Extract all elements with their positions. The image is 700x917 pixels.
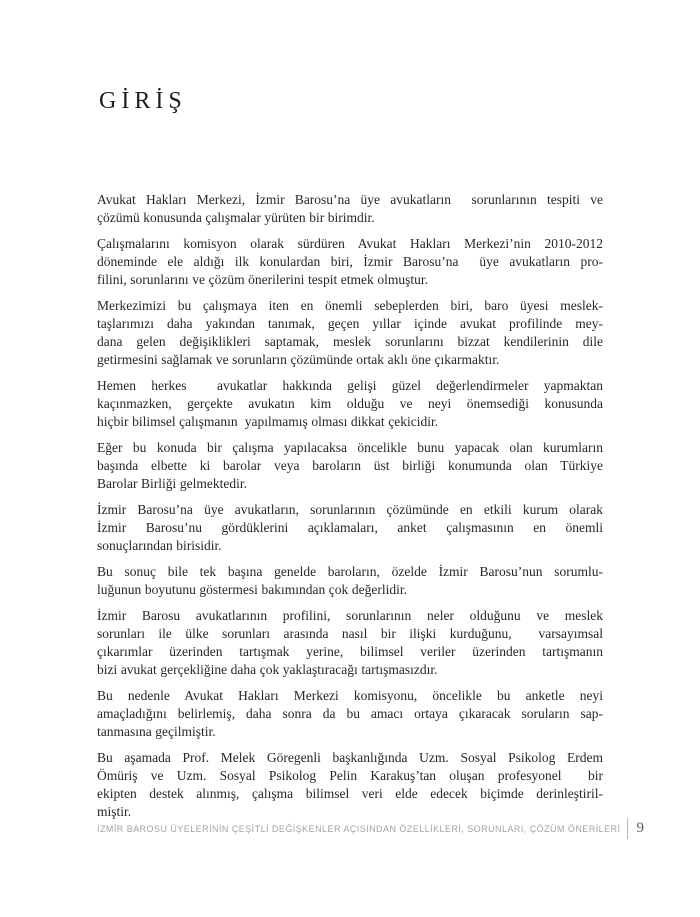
paragraph <box>97 501 603 555</box>
text-line: İzmir Barosu’na üye avukatların, sorunlarının çözümünde en etkili kurum olarak <box>97 502 603 517</box>
paragraph <box>97 439 603 493</box>
text-line: döneminde ele aldığı ilk konulardan biri, İzmir Barosu’na üye avukatların pro- <box>97 254 603 269</box>
text-line: taşlarımızı daha yakından tanımak, geçen yıllar içinde avukat profilinde mey- <box>97 316 603 331</box>
page-title: GİRİŞ <box>99 88 187 114</box>
text-line: kaçınmazken, gerçekte avukatın kim olduğu ve neyi önemsediği konusunda <box>97 396 603 411</box>
page-number: 9 <box>636 820 644 836</box>
paragraph <box>97 607 603 679</box>
footer-divider-line <box>627 818 628 839</box>
page-footer <box>97 818 644 839</box>
text-line: Merkezimizi bu çalışmaya iten en önemli sebeplerden biri, baro üyesi meslek- <box>97 298 603 313</box>
paragraph <box>97 235 603 289</box>
body-text <box>97 191 603 829</box>
text-line: ekipten destek alınmış, çalışma bilimsel veri elde edecek biçimde derinleştiril- <box>97 786 603 801</box>
text-line: tanmasına geçilmiştir. <box>97 724 216 739</box>
text-line: Avukat Hakları Merkezi, İzmir Barosu’na üye avukatların sorunlarının tespiti ve <box>97 192 603 207</box>
text-line: Hemen herkes avukatlar hakkında gelişi güzel değerlendirmeler yapmaktan <box>97 378 603 393</box>
paragraph <box>97 687 603 741</box>
text-line: luğunun boyutunu göstermesi bakımından çok değerlidir. <box>97 582 407 597</box>
text-line: hiçbir bilimsel çalışmanın yapılmamış olması dikkat çekicidir. <box>97 414 439 429</box>
text-line: çıkarımlar üzerinden tartışmak yerine, bilimsel veriler üzerinden tartışmanın <box>97 644 603 659</box>
paragraph <box>97 297 603 369</box>
text-line: başında elbette ki barolar veya baroların üst birliği konumunda olan Türkiye <box>97 458 603 473</box>
text-line: miştir. <box>97 804 132 819</box>
text-line: sorunları ile ülke sorunları arasında nasıl bir ilişki kurduğunu, varsayımsal <box>97 626 603 641</box>
text-line: Bu aşamada Prof. Melek Göregenli başkanlığında Uzm. Sosyal Psikolog Erdem <box>97 750 603 765</box>
text-line: İzmir Barosu’nu gördüklerini açıklamaları, anket çalışmasının en önemli <box>97 520 603 535</box>
paragraph <box>97 563 603 599</box>
running-footer-text: İZMİR BAROSU ÜYELERİNİN ÇEŞİTLİ DEĞİŞKENLER AÇISINDAN ÖZELLİKLERİ, SORUNLARI, ÇÖZÜM ÖNERİLERİ <box>97 823 621 834</box>
text-line: İzmir Barosu avukatlarının profilini, sorunlarının neler olduğunu ve meslek <box>97 608 603 623</box>
text-line: filini, sorunlarını ve çözüm önerilerini tespit etmek olmuştur. <box>97 272 428 287</box>
text-line: getirmesini sağlamak ve sorunların çözümünde ortak aklı öne çıkarmaktır. <box>97 352 500 367</box>
text-line: çözümü konusunda çalışmalar yürüten bir birimdir. <box>97 210 375 225</box>
text-line: amaçladığını belirlemiş, daha sonra da bu amacı ortaya çıkaracak soruların sap- <box>97 706 603 721</box>
text-line: Bu sonuç bile tek başına genelde baroların, özelde İzmir Barosu’nun sorumlu- <box>97 564 603 579</box>
text-line: bizi avukat gerçekliğine daha çok yaklaştıracağı tartışmasızdır. <box>97 662 438 677</box>
text-line: Eğer bu konuda bir çalışma yapılacaksa öncelikle bunu yapacak olan kurumların <box>97 440 603 455</box>
text-line: Ömüriş ve Uzm. Sosyal Psikolog Pelin Karakuş’tan oluşan profesyonel bir <box>97 768 603 783</box>
text-line: Barolar Birliği gelmektedir. <box>97 476 247 491</box>
paragraph <box>97 749 603 821</box>
text-line: Çalışmalarını komisyon olarak sürdüren Avukat Hakları Merkezi’nin 2010-2012 <box>97 236 603 251</box>
paragraph <box>97 191 603 227</box>
text-line: dana gelen değişiklikleri saptamak, meslek sorunlarını bizzat kendilerinin dile <box>97 334 603 349</box>
text-line: Bu nedenle Avukat Hakları Merkezi komisyonu, öncelikle bu anketle neyi <box>97 688 603 703</box>
paragraph <box>97 377 603 431</box>
text-line: sonuçlarından birisidir. <box>97 538 222 553</box>
